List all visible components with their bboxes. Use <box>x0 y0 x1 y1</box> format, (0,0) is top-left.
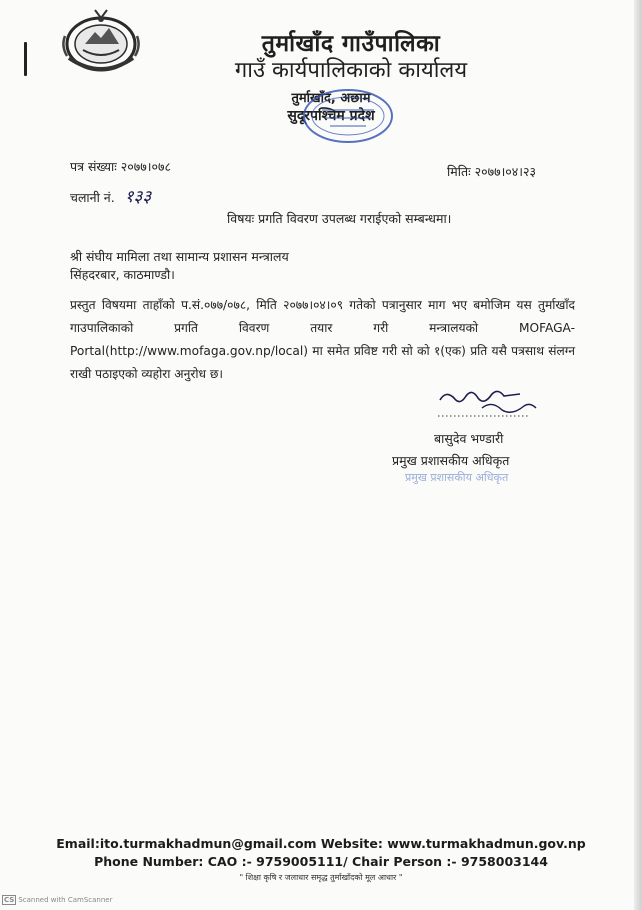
footer-contact: Email:ito.turmakhadmun@gmail.com Website: www.turmakhadmun.gov.np <box>56 836 586 851</box>
handwritten-signature-icon <box>432 386 542 426</box>
dispatch-label: चलानी नं. <box>70 190 115 205</box>
signatory-post: प्रमुख प्रशासकीय अधिकृत <box>392 453 510 468</box>
scanner-badge: CS <box>4 896 15 904</box>
recipient-line-2: सिंहदरबार, काठमाण्डौ। <box>70 267 175 282</box>
footer-phones: Phone Number: CAO :- 9759005111/ Chair Person :- 9758003144 <box>94 854 548 869</box>
municipality-name: तुर्माखाँद गाउँपालिका <box>261 31 441 57</box>
reference-number: पत्र संख्याः २०७७।०७८ <box>70 159 171 174</box>
letter-date: मितिः २०७७।०४।२३ <box>447 164 537 179</box>
letter-subject: विषयः प्रगति विवरण उपलब्ध गराईएको सम्बन्धमा। <box>227 211 452 226</box>
scanner-watermark <box>2 895 112 905</box>
signatory-stamp: प्रमुख प्रशासकीय अधिकृत <box>405 471 509 484</box>
recipient-line-1: श्री संघीय मामिला तथा सामान्य प्रशासन मन्त्रालय <box>70 249 289 264</box>
margin-mark <box>24 42 27 76</box>
signatory-name: बासुदेव भण्डारी <box>434 431 504 446</box>
office-name: गाउँ कार्यपालिकाको कार्यालय <box>234 58 468 83</box>
district-line: तुर्माखाँद, अछाम <box>291 91 371 106</box>
province-line: सुदूरपश्चिम प्रदेश <box>287 108 375 124</box>
dispatch-number: १३३ <box>124 187 152 207</box>
office-stamp-icon <box>300 86 396 146</box>
footer-slogan: " शिक्षा कृषि र जलाधार समृद्ध तुर्माखाँदको मूल आधार " <box>239 873 403 882</box>
scanner-text: Scanned with CamScanner <box>18 896 113 904</box>
letter-body: प्रस्तुत विषयमा ताहाँको प.सं.०७७/०७८, मिति २०७७।०४।०९ गतेको पत्रानुसार माग भए बमोजिम यस तुर्माखाँद गाउपालिकाको प्रगति विवरण तयार गरी मन्त्रालयको MOFAGA-Portal(http://www.mofaga.gov.np/local) मा समेत प्रविष्ट गरी सो को १(एक) प्रति यसै पत्रसाथ संलग्न राखी पठाइएको व्यहोरा अनुरोध छ। <box>70 298 575 381</box>
dispatch-row <box>70 184 151 207</box>
